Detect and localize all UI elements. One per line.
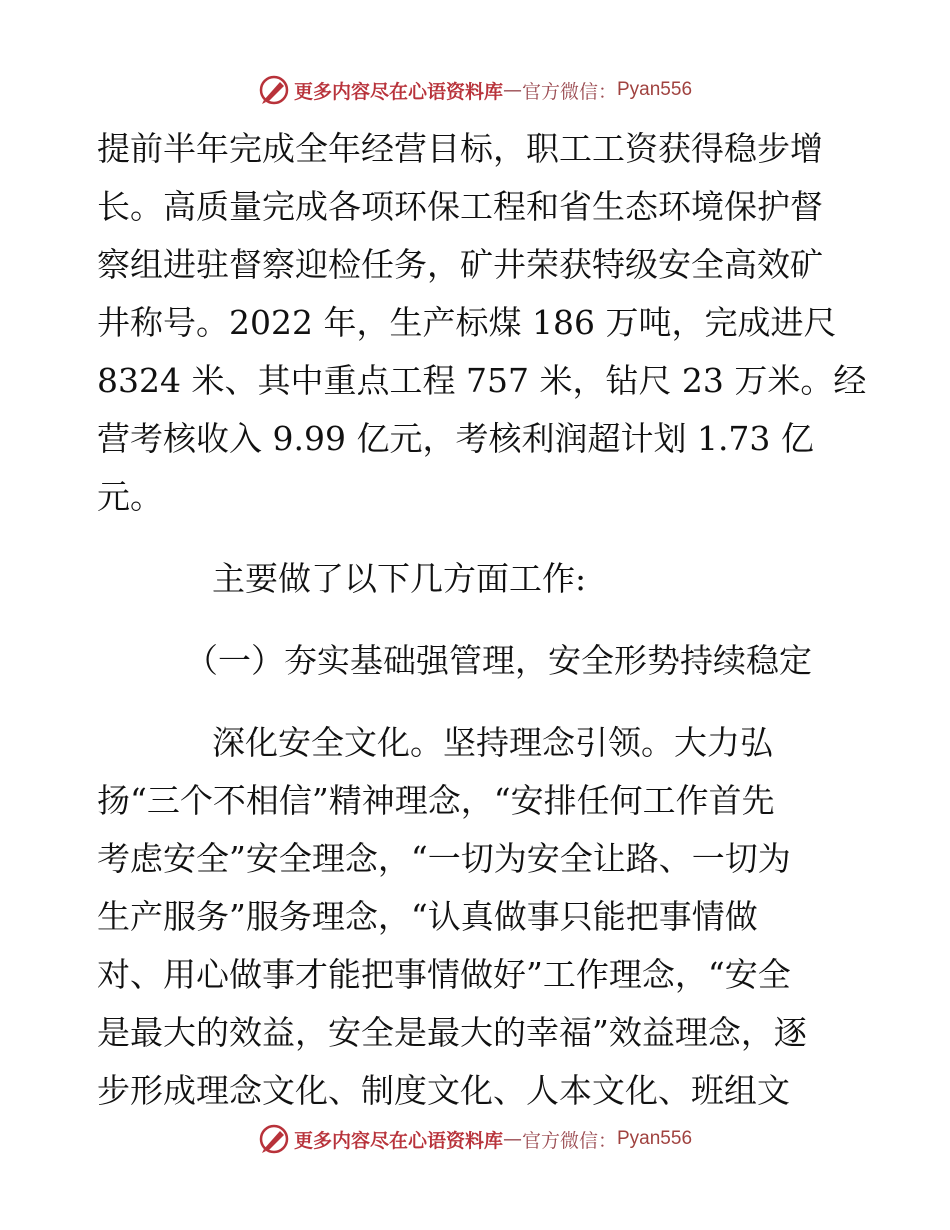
watermark-wechat-account: Pyan556 [617,1128,693,1149]
intro-line: 主要做了以下几方面工作: [212,559,587,598]
watermark-main-text: 更多内容尽在心语资料库 [293,1129,503,1152]
paragraph-line: 元。 [97,477,163,516]
watermark-official-label: 官方微信： [521,80,617,103]
paragraph-line: 步形成理念文化、制度文化、人本文化、班组文 [97,1071,790,1110]
paragraph-line: 考虑安全”安全理念，“一切为安全让路、一切为 [97,839,791,878]
paragraph-line: 对、用心做事才能把事情做好”工作理念，“安全 [97,955,791,994]
paragraph-line: 井称号。2022 年，生产标煤 186 万吨，完成进尺 [97,303,837,342]
watermark-dash: — [502,79,522,101]
paragraph-line: 扬“三个不相信”精神理念，“安排任何工作首先 [97,781,775,820]
paragraph-line: 深化安全文化。坚持理念引领。大力弘 [212,723,773,762]
paragraph-line: 长。高质量完成各项环保工程和省生态环境保护督 [97,187,823,226]
watermark-wechat-account: Pyan556 [617,79,693,100]
paragraph-line: 是最大的效益，安全是最大的幸福”效益理念，逐 [97,1013,807,1052]
watermark-dash: — [502,1128,522,1150]
document-body [97,120,867,1120]
watermark-footer [0,1121,950,1157]
pen-logo-icon [258,1123,290,1155]
watermark-main-text: 更多内容尽在心语资料库 [293,80,503,103]
watermark-header [0,72,950,108]
watermark-official-label: 官方微信： [521,1129,617,1152]
section-heading: （一）夯实基础强管理，安全形势持续稳定 [185,641,812,680]
pen-logo-icon [258,74,290,106]
paragraph-line: 8324 米、其中重点工程 757 米，钻尺 23 万米。经 [97,361,867,400]
paragraph-line: 营考核收入 9.99 亿元，考核利润超计划 1.73 亿 [97,419,814,458]
paragraph-line: 察组进驻督察迎检任务，矿井荣获特级安全高效矿 [97,245,823,284]
paragraph-line: 提前半年完成全年经营目标，职工工资获得稳步增 [97,129,823,168]
paragraph-line: 生产服务”服务理念，“认真做事只能把事情做 [97,897,758,936]
